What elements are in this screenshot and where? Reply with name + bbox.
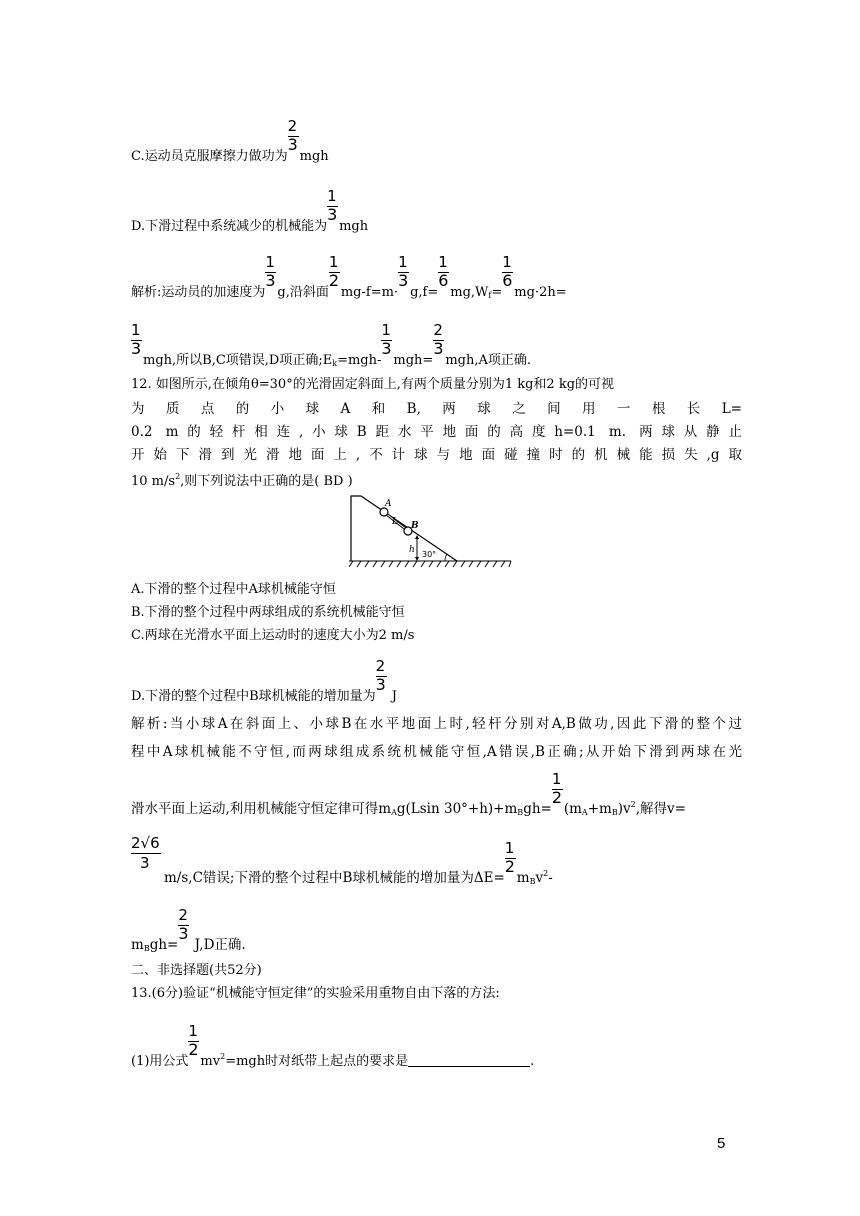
fraction-two-thirds: $\frac{2}{3}$ bbox=[178, 906, 189, 943]
analysis-text: mg·2h= bbox=[514, 285, 567, 300]
label-a: A bbox=[385, 499, 392, 509]
analysis-12-line-4: m/s,C错误;下滑的整个过程中B球机械能的增加量为ΔE= $\frac{1}{2}$ $m_Bv^2-$ bbox=[164, 839, 553, 886]
option-text: D.下滑的整个过程中B球机械能的增加量为 bbox=[131, 689, 376, 704]
label-l: L bbox=[392, 517, 398, 527]
ground-hatching bbox=[349, 561, 511, 567]
fraction-two-thirds: $\frac{2}{3}$ bbox=[433, 321, 444, 358]
fraction-one-half: $\frac{1}{2}$ bbox=[328, 253, 340, 290]
fraction-den: 3 bbox=[327, 205, 338, 224]
q12-option-a: A.下滑的整个过程中A球机械能守恒 bbox=[131, 582, 336, 597]
question-13-part-1: (1)用公式 $\frac{1}{2}$ $mv^2=mgh$时对纸带上起点的要求是 . bbox=[131, 1022, 535, 1069]
analysis-11-line-1 bbox=[131, 253, 567, 304]
question-12-line-5 bbox=[131, 469, 353, 490]
question-12-line-1: 12. 如图所示,在倾角θ=30°的光滑固定斜面上,有两个质量分别为1 kg和2 kg的可视 bbox=[131, 377, 615, 392]
page-number: 5 bbox=[717, 1135, 726, 1152]
analysis-text: mgh,所以B,C项错误,D项正确;E bbox=[143, 353, 333, 368]
question-12-line-2: 为质点的小球A和B,两球之间用一根长L= bbox=[131, 401, 742, 417]
question-12-line-4: 开始下滑到光滑地面上,不计球与地面碰撞时的机械能损失,g取 bbox=[131, 447, 742, 463]
fraction-one-half: $\frac{1}{2}$ bbox=[504, 839, 515, 876]
analysis-text: 解析:运动员的加速度为 bbox=[131, 285, 266, 300]
analysis-text: mg-f=m· bbox=[340, 285, 399, 300]
q12-option-b: B.下滑的整个过程中两球组成的系统机械能守恒 bbox=[131, 605, 405, 620]
fraction-one-third: $\frac{1}{3}$ bbox=[131, 321, 142, 358]
analysis-text: = bbox=[491, 285, 503, 300]
label-b: B bbox=[411, 521, 419, 531]
incline-figure bbox=[349, 493, 513, 569]
fraction-one-half: $\frac{1}{2}$ bbox=[188, 1022, 199, 1059]
fraction-num: 1 bbox=[327, 187, 337, 205]
question-12-line-3: 0.2 m的轻杆相连,小球B距水平地面的高度h=0.1 m. 两球从静止 bbox=[131, 424, 742, 440]
analysis-text: mgh,A项正确. bbox=[445, 353, 531, 368]
analysis-12-line-2: 程中A球机械能不守恒,而两球组成系统机械能守恒,A错误,B正确;从开始下滑到两球在光 bbox=[131, 744, 742, 760]
option-c-tail: mgh bbox=[299, 149, 329, 164]
fraction-den: 3 bbox=[140, 854, 150, 872]
analysis-12-line-5: $m_Bgh=$ $\frac{2}{3}$ J,D正确. bbox=[131, 906, 246, 953]
question-text: 10 m/s bbox=[131, 474, 176, 489]
subscript: k bbox=[332, 359, 338, 368]
analysis-text: g,沿斜面 bbox=[277, 285, 329, 300]
question-text: ,则下列说法中正确的是( BD ) bbox=[180, 474, 353, 489]
option-c-text: C.运动员克服摩擦力做功为 bbox=[131, 149, 288, 164]
analysis-text: g,f= bbox=[410, 285, 439, 300]
fraction-one-half: $\frac{1}{2}$ bbox=[551, 770, 563, 807]
fraction-den: 3 bbox=[287, 135, 298, 154]
label-h: h bbox=[409, 545, 415, 555]
fraction-one-third: $\frac{1}{3}$ bbox=[265, 253, 276, 290]
ball-a bbox=[380, 508, 388, 516]
fraction-one-sixth: $\frac{1}{6}$ bbox=[502, 253, 513, 290]
analysis-text: =mgh- bbox=[337, 353, 382, 368]
fraction-one-sixth: $\frac{1}{6}$ bbox=[438, 253, 449, 290]
fraction-one-third: $\frac{1}{3}$ bbox=[381, 321, 392, 358]
q12-option-c: C.两球在光滑水平面上运动时的速度大小为2 m/s bbox=[131, 628, 415, 643]
superscript: 2 bbox=[175, 472, 181, 481]
analysis-12-line-3: 滑水平面上运动,利用机械能守恒定律可得$m_Ag(Lsin$ $30^\circ+h)+m_Bgh=$ $\frac{1}{2}$ $(m_A+m_B)v^2$,解得v= bbox=[131, 770, 686, 817]
section-heading: 二、非选择题(共52分) bbox=[131, 963, 262, 978]
subscript: f bbox=[488, 291, 492, 300]
fraction-two-thirds: $\frac{2}{3}$ bbox=[375, 657, 386, 694]
q12-option-d bbox=[131, 657, 397, 705]
option-d-tail: mgh bbox=[339, 219, 369, 234]
analysis-text: mgh= bbox=[393, 353, 434, 368]
option-d bbox=[131, 187, 369, 235]
analysis-text: mg,W bbox=[450, 285, 489, 300]
option-text: J bbox=[387, 689, 397, 704]
answer-blank[interactable] bbox=[408, 1054, 530, 1067]
fraction-two-thirds bbox=[287, 117, 300, 160]
analysis-11-line-2 bbox=[131, 321, 531, 372]
fraction-num: 2√6 bbox=[131, 834, 160, 852]
fraction-one-third bbox=[327, 187, 339, 230]
analysis-12-line-1: 解析:当小球A在斜面上、小球B在水平地面上时,轻杆分别对A,B做功,因此下滑的整个过 bbox=[131, 716, 742, 732]
fraction-num: 2 bbox=[287, 117, 298, 135]
option-c bbox=[131, 117, 329, 165]
label-angle: 30° bbox=[422, 550, 437, 559]
fraction-one-third: $\frac{1}{3}$ bbox=[398, 253, 409, 290]
option-d-text: D.下滑过程中系统减少的机械能为 bbox=[131, 219, 328, 234]
question-13: 13.(6分)验证“机械能守恒定律”的实验采用重物自由下落的方法: bbox=[131, 986, 500, 1001]
